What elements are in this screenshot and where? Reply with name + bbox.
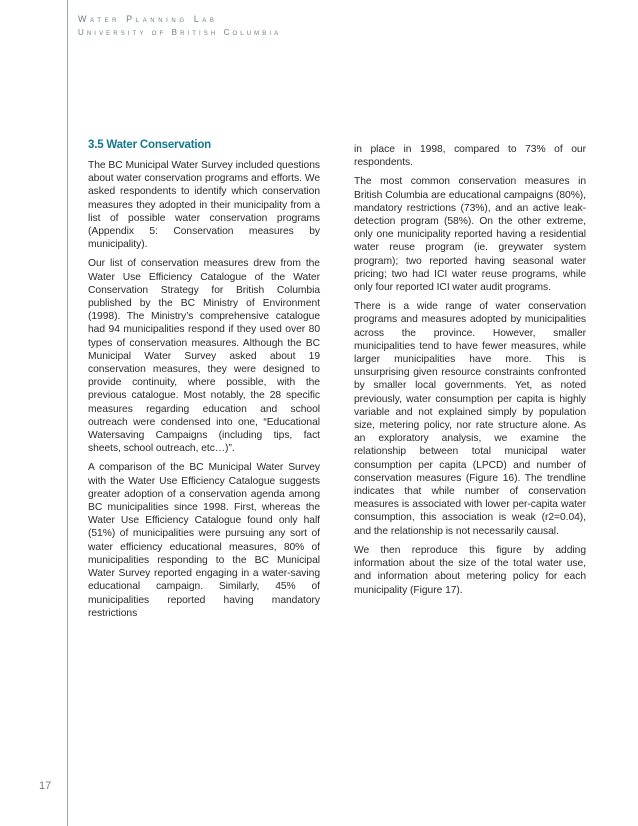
paragraph: There is a wide range of water conservation programs and measures adopted by municipalities across the province. However, smaller municipalities tend to have fewer measures, while larger municipalities have more. This is unsurprising given resource constraints confronted by smaller local governments. Yet, as noted previously, water consumption per capita is highly variable and not explained simply by population size, metering policy, nor rate structure alone. As an exploratory analysis, we examine the relationship between total municipal water consumption per capita (LPCD) and number of conservation measures (Figure 16). The trendline indicates that while number of conservation measures is associated with lower per-capita water consumption, this association is weak (r2=0.04), and the relationship is not necessarily causal. <box>354 301 586 537</box>
paragraph: The most common conservation measures in British Columbia are educational campaigns (80%), mandatory restrictions (73%), and an active leak-detection program (58%). On the other extreme, only one municipality reported having a residential water reuse program (ie. greywater system program); two reported having seasonal water pricing; two had ICI water reuse programs, while only four reported ICI water audit programs. <box>354 176 586 294</box>
paragraph: in place in 1998, compared to 73% of our respondents. <box>354 144 586 169</box>
header-university: University of British Columbia <box>78 28 282 37</box>
paragraph: Our list of conservation measures drew from the Water Use Efficiency Catalogue of the Water Conservation Strategy for British Columbia published by the BC Ministry of Environment (1998). The Ministry’s comprehensive catalogue had 94 municipalities respond if they used over 80 types of conservation measures. Although the BC Municipal Water Survey asked about 19 conservation measures, they were designed to provide continuity, where possible, with the previous catalogue. Most notably, the 28 specific measures regarding education and school outreach were condensed into one, “Educational Watersaving Campaigns (including tips, fact sheets, school outreach, etc…)”. <box>88 258 320 455</box>
margin-rule <box>67 0 68 826</box>
right-column <box>354 143 586 603</box>
running-header <box>78 12 281 40</box>
section-heading: 3.5 Water Conservation <box>88 139 211 151</box>
paragraph: A comparison of the BC Municipal Water Survey with the Water Use Efficiency Catalogue suggests greater adoption of a conservation agenda among BC municipalities since 1998. First, whereas the Water Use Efficiency Catalogue found only half (51%) of municipalities were pursuing any sort of water efficiency educational measures, 80% of municipalities responding to the BC Municipal Water Survey reported engaging in a water-saving educational campaign. Similarly, 45% of municipalities reported having mandatory restrictions <box>88 462 320 619</box>
page-number: 17 <box>39 780 52 792</box>
left-column <box>88 138 320 626</box>
paragraph: We then reproduce this figure by adding information about the size of the total water use, and information about metering policy for each municipality (Figure 17). <box>354 544 586 596</box>
header-lab-name: Water Planning Lab <box>78 14 218 24</box>
paragraph: The BC Municipal Water Survey included questions about water conservation programs and efforts. We asked respondents to identify which conservation measures they adopted in their municipality from a list of possible water conservation programs (Appendix 5: Conservation measures by municipality). <box>88 160 320 251</box>
